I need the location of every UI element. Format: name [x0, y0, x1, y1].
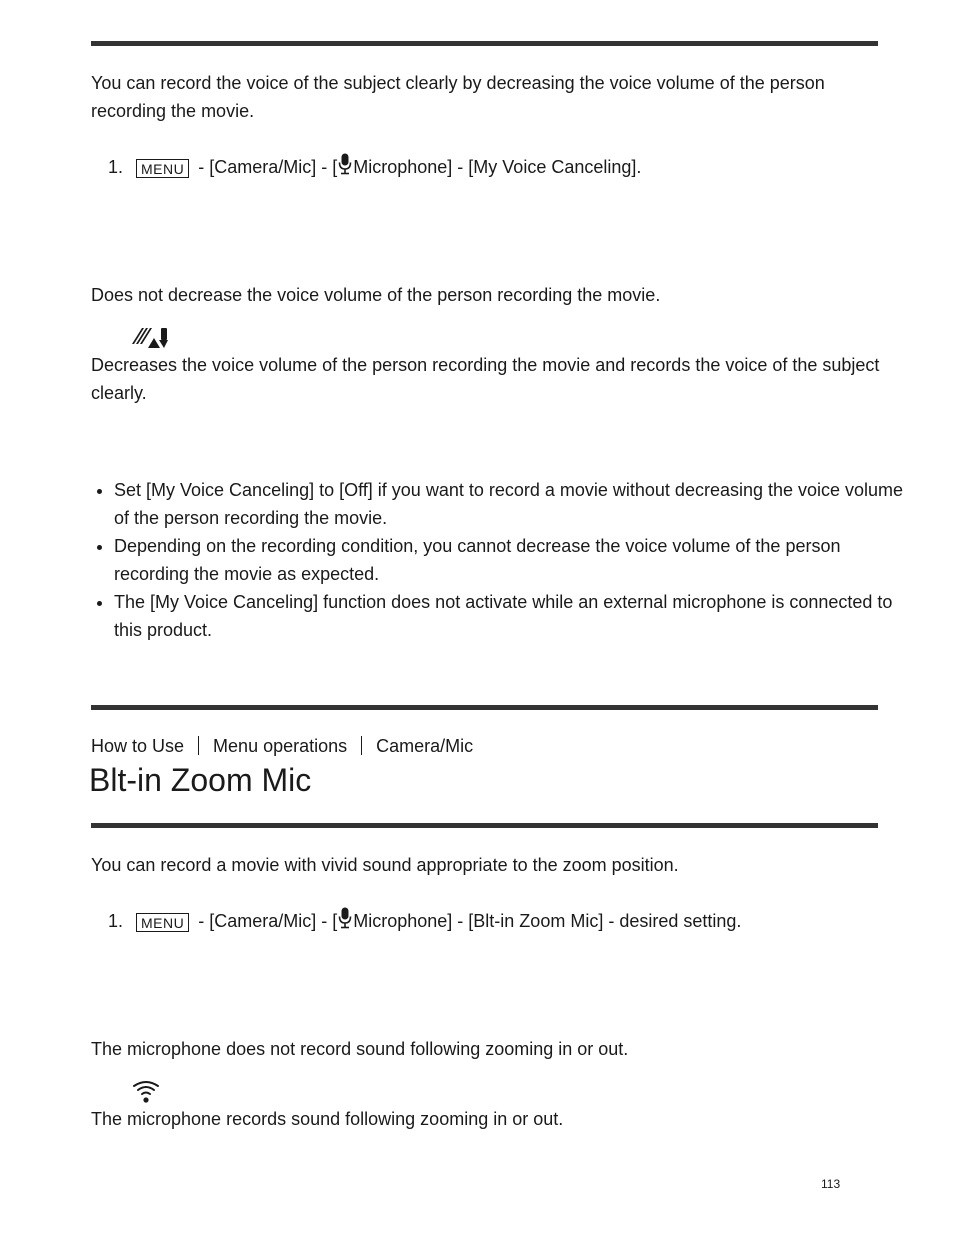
page-number: 113 — [821, 1177, 841, 1191]
step-number: 1. — [108, 157, 124, 177]
breadcrumb-separator — [361, 736, 362, 755]
breadcrumb-item-camera-mic[interactable]: Camera/Mic — [376, 736, 474, 756]
breadcrumb-separator — [198, 736, 199, 755]
menu-button-icon: MENU — [136, 159, 189, 178]
voice-cancel-off-description: Does not decrease the voice volume of the person recording the movie. — [91, 285, 661, 305]
note-item: • The [My Voice Canceling] function does not activate while an external microphone is connected to this product. — [114, 588, 914, 644]
step-text-target: Microphone] - [Blt-in Zoom Mic] - desired setting. — [353, 911, 742, 931]
step-text-path: - [Camera/Mic] - [ — [193, 911, 338, 931]
breadcrumb — [91, 733, 473, 759]
step-text-path: - [Camera/Mic] - [ — [193, 157, 338, 177]
voice-cancel-notes — [91, 476, 914, 644]
voice-cancel-step — [108, 153, 641, 183]
section-divider — [91, 705, 878, 710]
page-title: Blt-in Zoom Mic — [89, 762, 312, 798]
title-divider — [91, 823, 878, 828]
microphone-icon — [338, 153, 352, 183]
note-item: • Depending on the recording condition, you cannot decrease the voice volume of the person recording the movie as expected. — [114, 532, 914, 588]
voice-cancel-intro: You can record the voice of the subject clearly by decreasing the voice volume of the person recording the movie. — [91, 73, 825, 121]
zoom-mic-step — [108, 907, 741, 937]
voice-cancel-on-description: Decreases the voice volume of the person recording the movie and records the voice of the subject clearly. — [91, 355, 880, 403]
breadcrumb-item-menu-operations[interactable]: Menu operations — [213, 736, 348, 756]
zoom-mic-intro: You can record a movie with vivid sound appropriate to the zoom position. — [91, 855, 679, 875]
breadcrumb-item-how-to-use[interactable]: How to Use — [91, 736, 185, 756]
zoom-mic-off-description: The microphone does not record sound following zooming in or out. — [91, 1039, 629, 1059]
step-text-target: Microphone] - [My Voice Canceling]. — [353, 157, 642, 177]
section-divider-top — [91, 41, 878, 46]
microphone-icon — [338, 907, 352, 937]
step-number: 1. — [108, 911, 124, 931]
menu-button-icon: MENU — [136, 913, 189, 932]
note-item: • Set [My Voice Canceling] to [Off] if you want to record a movie without decreasing the voice volume of the person recording the movie. — [114, 476, 914, 532]
zoom-mic-on-description: The microphone records sound following zooming in or out. — [91, 1109, 564, 1129]
